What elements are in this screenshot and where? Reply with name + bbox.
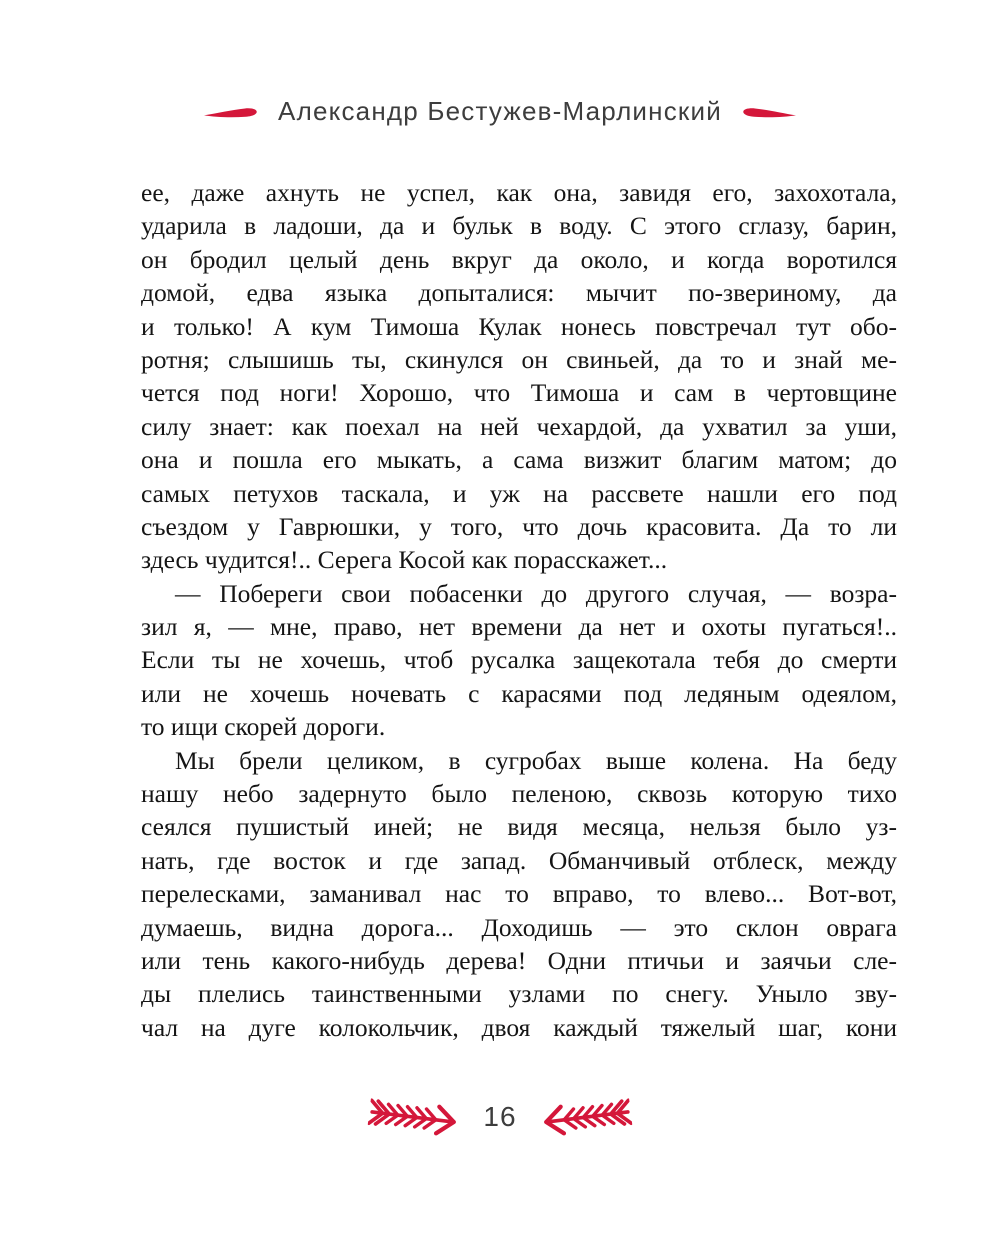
text-line: чал на дуге колокольчик, двоя каждый тяжелый шаг, кони — [141, 1012, 897, 1042]
text-line: самых петухов таскала, и уж на рассвете нашли его под — [141, 478, 897, 508]
text-line: чется под ноги! Хорошо, что Тимоша и сам в чертовщине — [141, 378, 897, 408]
right-branch-icon — [541, 1095, 632, 1139]
text-line: перелесками, заманивал нас то вправо, то влево... Вот-вот, — [141, 879, 897, 909]
text-line: — Побереги свои побасенки до другого случая, — возра- — [175, 578, 897, 608]
text-line: ротня; слышишь ты, скинулся он свиньей, да то и знай ме- — [141, 344, 897, 374]
left-dash-icon — [204, 105, 258, 119]
page-body — [141, 176, 897, 1044]
text-line: то ищи скорей дороги. — [141, 712, 386, 742]
text-line: сеялся пушистый иней; не видя месяца, нельзя было уз- — [141, 812, 897, 842]
text-line: Мы брели целиком, в сугробах выше колена. На беду — [175, 745, 897, 775]
page-header — [0, 96, 1000, 127]
text-line: и только! А кум Тимоша Кулак нонесь повстречал тут обо- — [141, 311, 897, 341]
text-line: нать, где восток и где запад. Обманчивый отблеск, между — [141, 845, 897, 875]
text-line: домой, едва языка допыталися: мычит по-звериному, да — [141, 278, 897, 308]
text-line: думаешь, видна дорога... Доходишь — это склон оврага — [141, 912, 897, 942]
text-line: ды плелись таинственными узлами по снегу. Уныло зву- — [141, 979, 897, 1009]
text-line: ее, даже ахнуть не успел, как она, завидя его, захохотала, — [141, 178, 897, 207]
text-line: или не хочешь ночевать с карасями под ледяным одеялом, — [141, 678, 897, 708]
author-name: Александр Бестужев-Марлинский — [278, 96, 722, 126]
text-line: силу знает: как поехал на ней чехардой, да ухватил за уши, — [141, 411, 897, 441]
page-number: 16 — [483, 1101, 517, 1132]
text-line: нашу небо задернуто было пеленою, сквозь которую тихо — [141, 779, 897, 809]
text-line: она и пошла его мыкать, а сама визжит благим матом; до — [141, 445, 897, 475]
text-line: здесь чудится!.. Серега Косой как порасскажет... — [141, 545, 668, 575]
text-line: ударила в ладоши, да и бульк в воду. С этого сглазу, барин, — [141, 211, 897, 241]
text-line: он бродил целый день вкруг да около, и когда воротился — [141, 244, 897, 274]
right-dash-icon — [742, 105, 796, 119]
page-footer — [0, 1100, 1000, 1134]
text-line: зил я, — мне, право, нет времени да нет и охоты пугаться!.. — [141, 612, 897, 642]
left-branch-icon — [368, 1095, 459, 1139]
text-line: или тень какого-нибудь дерева! Одни птичьи и заячьи сле- — [141, 945, 897, 975]
text-line: съездом у Гаврюшки, у того, что дочь красовита. Да то ли — [141, 511, 897, 541]
text-line: Если ты не хочешь, чтоб русалка защекотала тебя до смерти — [141, 645, 897, 675]
